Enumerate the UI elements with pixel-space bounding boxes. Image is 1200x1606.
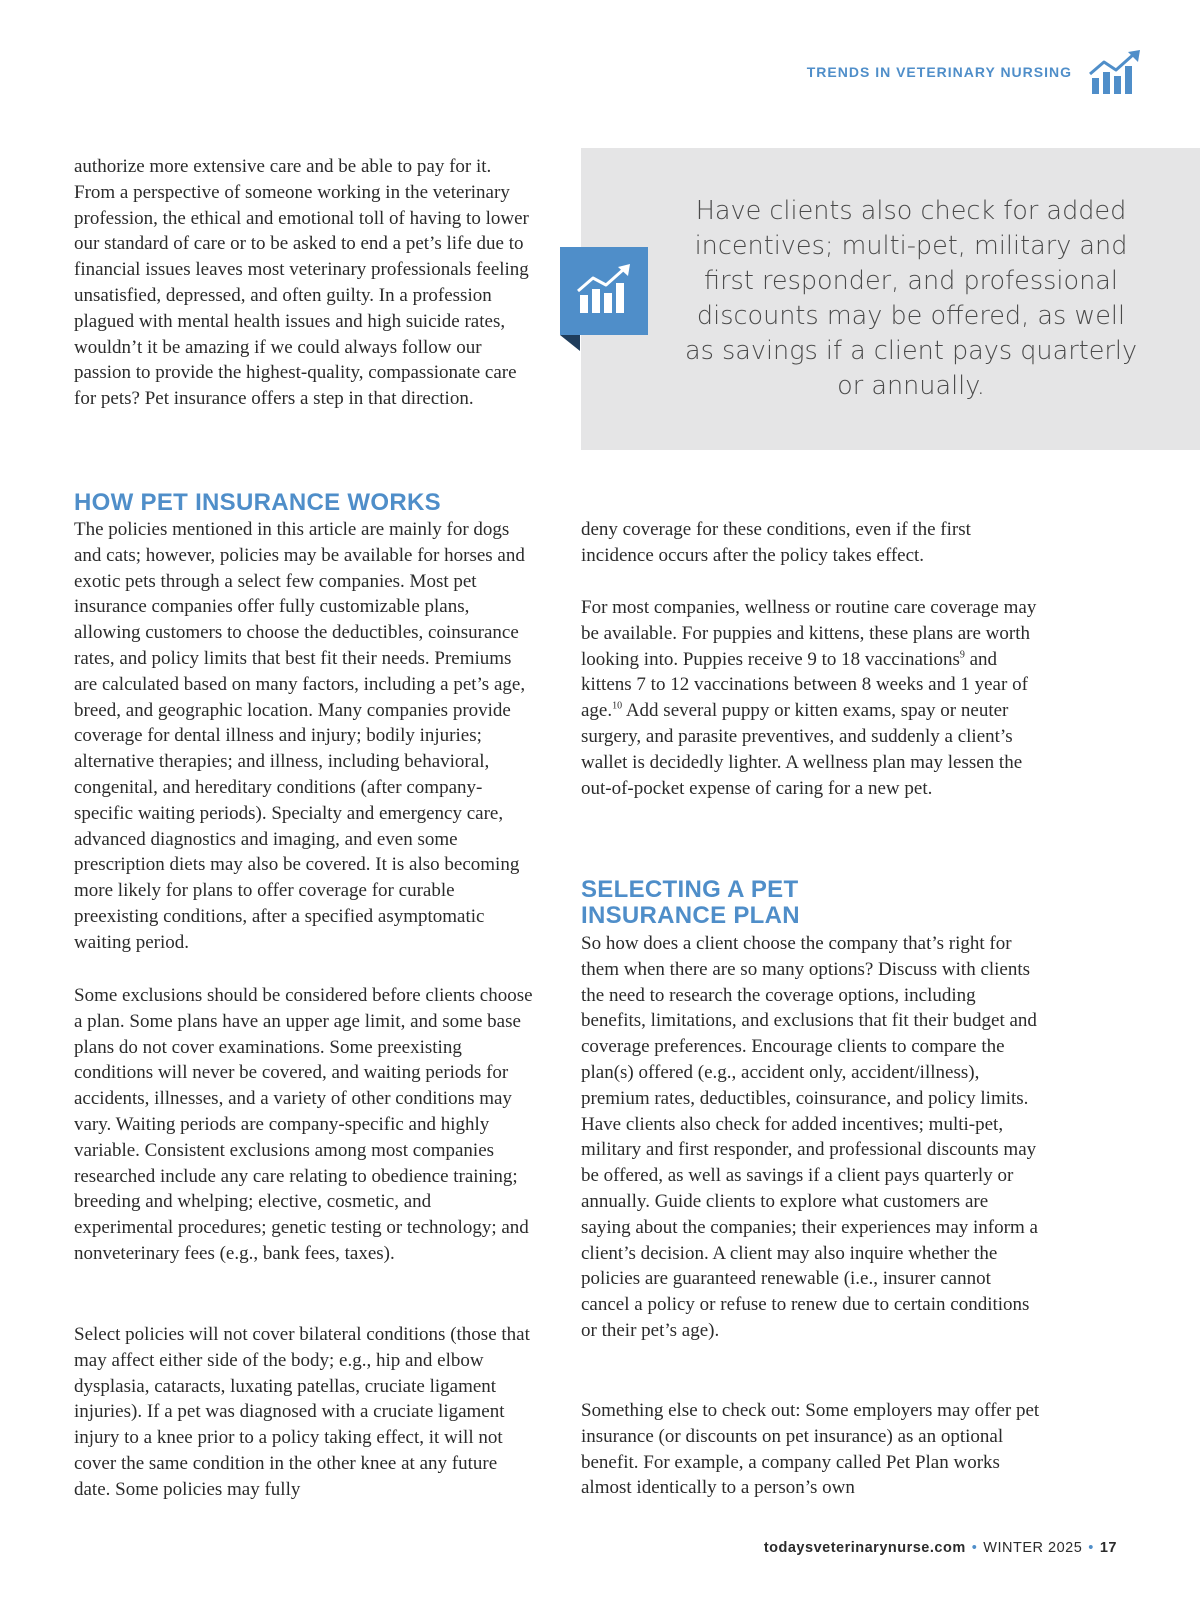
trend-chart-icon (560, 247, 648, 351)
trend-chart-icon (1088, 50, 1144, 96)
paragraph-selecting: So how does a client choose the company that’s right for them when there are so many options? Discuss with clients the need to research the coverage options, including benefits, limitations, and exclusions that fit their budget and coverage preferences. Encourage clients to compare the plan(s) offered (e.g., accident only, accident/illness), premium rates, deductibles, coinsurance, and policy limits. Have clients also check for added incentives; multi-pet, military and first responder, and professional discounts may be offered, as well as savings if a client pays quarterly or annually. Guide clients to explore what customers are saying about the companies; their experiences may inform a client’s decision. A client may also inquire whether the policies are guaranteed renewable (i.e., insurer cannot cancel a policy or refuse to renew due to certain conditions or their pet’s age). (581, 933, 1038, 1341)
page-number: 17 (1099, 1540, 1117, 1556)
paragraph-employers: Something else to check out: Some employers may offer pet insurance (or discounts on pet insurance) as an optional benefit. For example, a company called Pet Plan works almost identically to a person’s own (581, 1400, 1040, 1499)
reference-10: 10 (612, 700, 623, 712)
intro-paragraph: authorize more extensive care and be able to pay for it. From a perspective of someone working in the veterinary profession, the ethical and emotional toll of having to lower our standard of care or to be asked to end a pet’s life due to financial issues leaves most veterinary professionals feeling unsatisfied, depressed, and often guilty. In a profession plagued with mental health issues and high suicide rates, wouldn’t it be amazing if we could always follow our passion to provide the highest-quality, compassionate care for pets? Pet insurance offers a step in that direction. (74, 156, 529, 410)
paragraph-exclusions: Some exclusions should be considered before clients choose a plan. Some plans have an upper age limit, and some base plans do not cover examinations. Some preexisting conditions will never be covered, and waiting periods for accidents, illnesses, and a variety of other conditions may vary. Waiting periods are company-specific and highly variable. Consistent exclusions among most companies researched include any care relating to obedience training; breeding and whelping; elective, cosmetic, and experimental procedures; genetic testing or technology; and nonveterinary fees (e.g., bank fees, taxes). (74, 985, 533, 1264)
section-heading-how-it-works: HOW PET INSURANCE WORKS (74, 489, 441, 516)
reference-9: 9 (959, 649, 965, 661)
running-header: TRENDS IN VETERINARY NURSING (806, 64, 1072, 80)
footer-website: todaysveterinarynurse.com (763, 1540, 966, 1556)
pull-quote-text: Have clients also check for added incentives; multi-pet, military and first responder, and professional discounts may be offered, as well as savings if a client pays quarterly or annually. (684, 196, 1138, 401)
footer-separator: • (971, 1540, 978, 1556)
footer-issue: WINTER 2025 (983, 1540, 1083, 1556)
paragraph-wellness: For most companies, wellness or routine care coverage may be available. For puppies and kittens, these plans are worth looking into. Puppies receive 9 to 18 vaccinations$^9$ and kittens 7 to 12 vaccinations between 8 weeks and 1 year of age.$^{10}$ Add several puppy or kitten exams, spay or neuter surgery, and parasite preventives, and suddenly a client’s wallet is decidedly lighter. A wellness plan may lessen the out-of-pocket expense of caring for a new pet. (581, 597, 1037, 799)
pull-quote-box (581, 148, 1200, 450)
page-footer: todaysveterinarynurse.com • WINTER 2025 • 17 (763, 1540, 1117, 1556)
section-heading-selecting-plan: SELECTING A PET INSURANCE PLAN (581, 876, 800, 929)
paragraph-policies: The policies mentioned in this article are mainly for dogs and cats; however, policies may be available for horses and exotic pets through a select few companies. Most pet insurance companies offer fully customizable plans, allowing customers to choose the deductibles, coinsurance rates, and policy limits that best fit their needs. Premiums are calculated based on many factors, including a pet’s age, breed, and geographic location. Many companies provide coverage for dental illness and injury; bodily injuries; alternative therapies; and illness, including behavioral, congenital, and hereditary conditions (after company-specific waiting periods). Specialty and emergency care, advanced diagnostics and imaging, and even some prescription diets may also be covered. It is also becoming more likely for plans to offer coverage for curable preexisting conditions, after a specified asymptomatic waiting period. (74, 519, 526, 953)
paragraph-bilateral: Select policies will not cover bilateral conditions (those that may affect either side of the body; e.g., hip and elbow dysplasia, cataracts, luxating patellas, cruciate ligament injuries). If a pet was diagnosed with a cruciate ligament injury to a knee prior to a policy taking effect, it will not cover the same condition in the other knee at any future date. Some policies may fully (74, 1324, 530, 1500)
paragraph-deny-coverage: deny coverage for these conditions, even if the first incidence occurs after the policy takes effect. (581, 519, 971, 566)
